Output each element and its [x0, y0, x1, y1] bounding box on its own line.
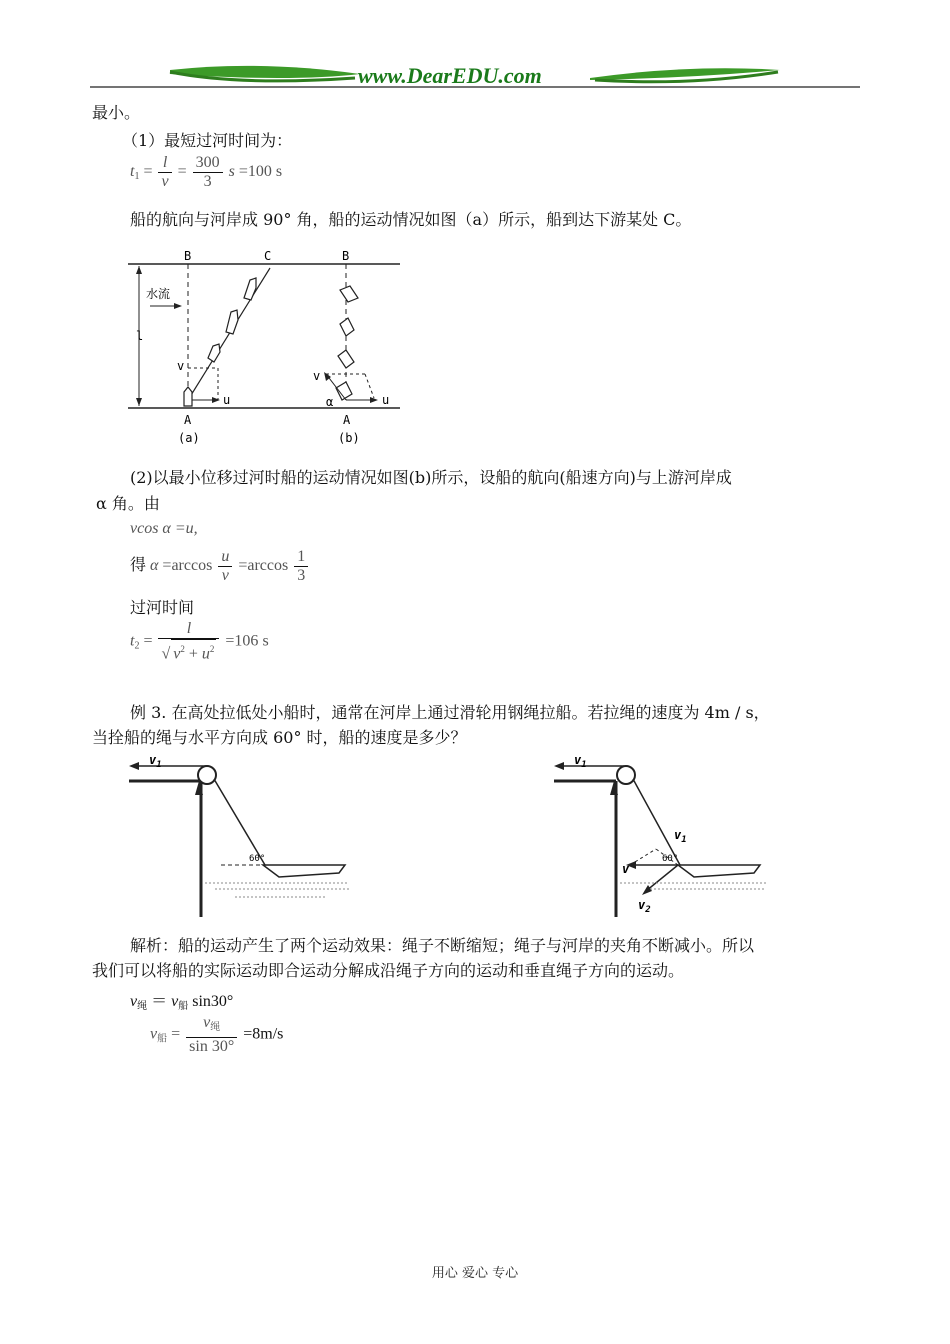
label-v1: $v_1$	[149, 755, 162, 770]
rope	[214, 779, 265, 865]
fraction	[294, 548, 308, 585]
path-AC	[188, 268, 270, 400]
formula-vboat	[150, 1014, 283, 1056]
label-alpha: α	[326, 395, 334, 409]
label-C: C	[264, 249, 272, 263]
text-line: 我们可以将船的实际运动即合运动分解成沿绳子方向的运动和垂直绳子方向的运动。	[92, 961, 685, 980]
fraction-den: v	[218, 566, 232, 585]
figure-pulley-left	[125, 755, 355, 920]
math-sup: 2	[180, 644, 185, 654]
label-v1-top: $v_1$	[574, 755, 587, 770]
header-logo-text[interactable]: www.DearEDU.com	[358, 63, 542, 88]
math-var: t	[130, 632, 135, 650]
caption-a: (a)	[178, 431, 200, 445]
formula-alpha	[130, 548, 310, 585]
formula-cos: vcos α =u,	[130, 520, 198, 537]
fraction-den: sin 30°	[186, 1037, 237, 1056]
fraction	[186, 1014, 237, 1056]
math-unit: s	[262, 632, 269, 650]
math-sub: 绳	[210, 1022, 221, 1033]
label-v-a: v	[177, 359, 185, 373]
math-sub: 船	[178, 1001, 189, 1012]
label-v1-rope: $v_1$	[674, 828, 687, 845]
figure-pulley-right	[550, 755, 780, 920]
label-u-a: u	[223, 393, 231, 407]
boat-icons-b	[336, 286, 358, 400]
label-B-b: B	[342, 249, 350, 263]
footer-text: 用心 爱心 专心	[431, 1266, 519, 1281]
math-text: sin30°	[192, 993, 234, 1010]
math-var: v	[130, 993, 138, 1010]
fraction	[193, 154, 223, 191]
fraction	[158, 620, 219, 663]
math-unit: s	[228, 163, 235, 181]
math-op: =arccos	[162, 557, 213, 575]
math-var: v	[171, 993, 179, 1010]
label-angle: 60°	[662, 854, 679, 864]
text-line: 例 3. 在高处拉低处小船时，通常在河岸上通过滑轮用钢绳拉船。若拉绳的速度为 4m / s，	[130, 703, 770, 722]
fraction-num	[186, 1014, 237, 1037]
math-var: t	[130, 163, 135, 181]
math-op: =	[171, 1025, 181, 1043]
fraction-num: l	[162, 154, 168, 171]
header-banner	[90, 60, 860, 92]
text-line: 过河时间	[130, 598, 195, 617]
boat-icons-a	[184, 278, 256, 406]
fraction-den: v	[158, 172, 171, 191]
fraction-den: 3	[294, 566, 308, 585]
label-v: v	[622, 862, 630, 876]
math-sub: 1	[134, 171, 140, 183]
math-op: =arccos	[238, 557, 289, 575]
boat-icon	[263, 865, 345, 877]
math-sub: 船	[157, 1033, 168, 1045]
pulley-icon	[198, 766, 216, 784]
fraction	[218, 548, 232, 585]
label-A-b: A	[343, 413, 351, 427]
math-var: v	[203, 1014, 211, 1031]
math-text: 得	[130, 555, 147, 575]
text-line: （1）最短过河时间为：	[122, 131, 293, 150]
label-l: l	[136, 329, 144, 343]
text-line: 当拴船的绳与水平方向成 60° 时，船的速度是多少？	[92, 728, 467, 747]
label-A-a: A	[184, 413, 192, 427]
math-op: =106	[225, 632, 259, 650]
math-var: α	[150, 557, 159, 575]
math-unit: s	[275, 163, 283, 181]
math-sup: 2	[209, 644, 215, 654]
math-var: u	[201, 645, 210, 663]
math-sub: 2	[134, 640, 140, 652]
text-line: α 角。由	[96, 494, 160, 513]
math-var: v	[173, 645, 181, 663]
label-v2: $v_2$	[638, 898, 651, 915]
math-op: =100	[238, 163, 272, 181]
math-op: =	[177, 163, 187, 181]
label-flow: 水流	[146, 287, 171, 301]
label-u-b: u	[382, 393, 390, 407]
math-op: +	[188, 645, 198, 663]
text-line: (2)以最小位移过河时船的运动情况如图(b)所示，设船的航向(船速方向)与上游河岸成	[130, 468, 732, 487]
formula-t1	[130, 154, 282, 191]
fraction	[158, 154, 171, 191]
rope	[633, 779, 680, 865]
v2-arrow	[646, 865, 678, 891]
math-var: v	[150, 1025, 158, 1043]
fraction-den: 3	[193, 172, 223, 191]
caption-b: (b)	[338, 431, 360, 445]
label-B-a: B	[184, 249, 192, 263]
figure-river-crossing	[120, 240, 410, 450]
text-line: 解析：船的运动产生了两个运动效果：绳子不断缩短；绳子与河岸的夹角不断减小。所以	[130, 936, 755, 955]
fraction-den: √ $v^2 + u^2$	[158, 638, 219, 663]
label-v-b: v	[313, 369, 321, 383]
label-angle: 60°	[249, 854, 266, 864]
math-op: =	[143, 632, 153, 650]
math-text: =8m/s	[243, 1025, 284, 1043]
formula-vrope	[130, 988, 233, 1012]
fraction-num: u	[221, 548, 230, 565]
math-op: ＝	[151, 993, 168, 1010]
math-op: =	[143, 163, 153, 181]
fraction-num: l	[186, 620, 192, 637]
boat-icon	[678, 865, 760, 877]
text-line: 船的航向与河岸成 90° 角，船的运动情况如图（a）所示，船到达下游某处 C。	[130, 210, 692, 229]
fraction-num: 1	[297, 548, 306, 565]
formula-t2	[130, 620, 269, 663]
math-sub: 绳	[137, 1001, 148, 1012]
pulley-icon	[617, 766, 635, 784]
text-line: 最小。	[92, 103, 141, 122]
fraction-num: 300	[195, 154, 220, 171]
